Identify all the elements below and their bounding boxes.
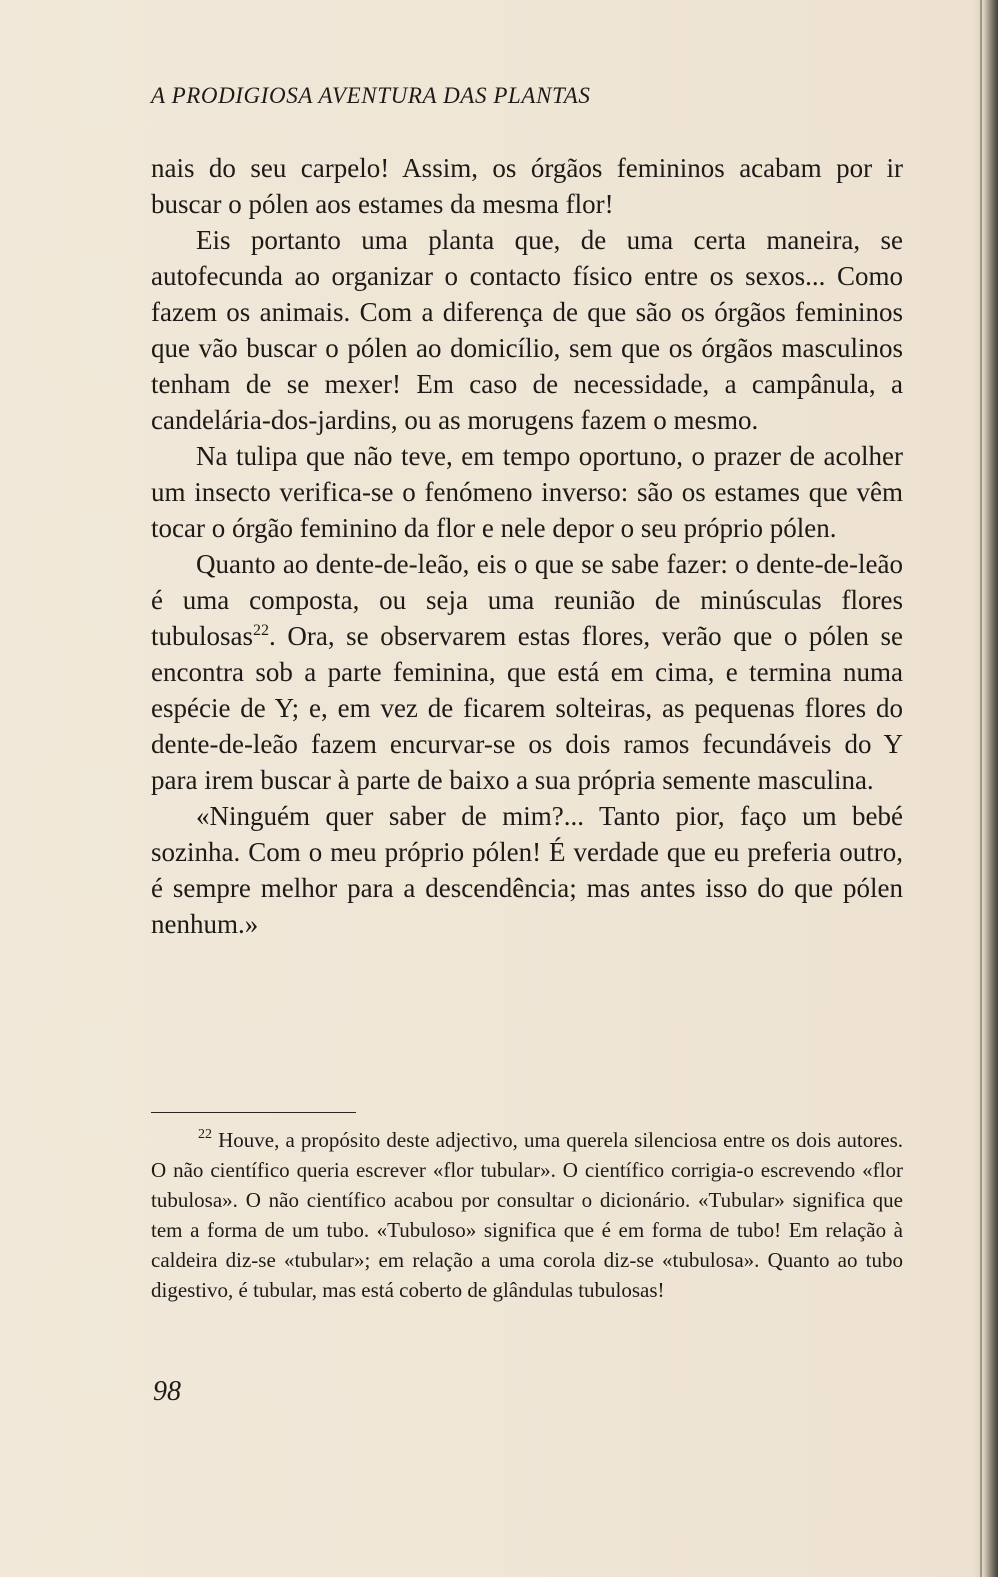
paragraph-with-note bbox=[151, 546, 903, 798]
footnote-marker: 22 bbox=[198, 1127, 212, 1142]
paragraph-text: . Ora, se observarem estas flores, verão que o pólen se encontra sob a parte feminina, que está em cima, e termina numa espécie de Y; e, em vez de ficarem solteiras, as pequenas flores do dente-de-leão fazem encurvar-se os dois ramos fecundáveis do Y para irem buscar à parte de baixo a sua própria semente masculina. bbox=[151, 621, 903, 795]
page-edge-line bbox=[980, 0, 982, 1577]
footnote bbox=[151, 1125, 903, 1305]
paragraph-text: Quanto ao dente-de-leão, eis o que se sabe fazer: o dente-de-leão é uma composta, ou seja uma reunião de minúsculas flores tubulosas bbox=[151, 549, 903, 651]
footnote-text: Houve, a propósito deste adjectivo, uma querela silenciosa entre os dois autores. O não científico queria escrever «flor tubular». O científico corrigia-o escrevendo «flor tubulosa». O não científico acabou por consultar o dicionário. «Tubular» significa que tem a forma de um tubo. «Tubuloso» significa que é em forma de tubo! Em relação à caldeira diz-se «tubular»; em relação a uma corola diz-se «tubulosa». Quanto ao tubo digestivo, é tubular, mas está coberto de glândulas tubulosas! bbox=[151, 1128, 903, 1302]
binding-shadow bbox=[972, 0, 998, 1577]
footnote-rule bbox=[151, 1112, 356, 1113]
footnote-paragraph bbox=[151, 1125, 903, 1305]
running-head: A PRODIGIOSA AVENTURA DAS PLANTAS bbox=[151, 83, 591, 108]
body-text bbox=[151, 150, 903, 942]
page-number: 98 bbox=[153, 1376, 181, 1407]
paragraph-continued: nais do seu carpelo! Assim, os órgãos femininos acabam por ir buscar o pólen aos estames da mesma flor! bbox=[151, 153, 903, 219]
paragraph: Na tulipa que não teve, em tempo oportuno, o prazer de acolher um insecto verifica-se o fenómeno inverso: são os estames que vêm tocar o órgão feminino da flor e nele depor o seu próprio pólen. bbox=[151, 441, 903, 543]
footnote-reference: 22 bbox=[253, 622, 270, 639]
paragraph: Eis portanto uma planta que, de uma certa maneira, se autofecunda ao organizar o contacto físico entre os sexos... Como fazem os animais. Com a diferença de que são os órgãos femininos que vão buscar o pólen ao domicílio, sem que os órgãos masculinos tenham de se mexer! Em caso de necessidade, a campânula, a candelária-dos-jardins, ou as morugens fazem o mesmo. bbox=[151, 225, 903, 435]
paragraph-quote: «Ninguém quer saber de mim?... Tanto pior, faço um bebé sozinha. Com o meu próprio pólen! É verdade que eu preferia outro, é sempre melhor para a descendência; mas antes isso do que pólen nenhum.» bbox=[151, 801, 903, 939]
